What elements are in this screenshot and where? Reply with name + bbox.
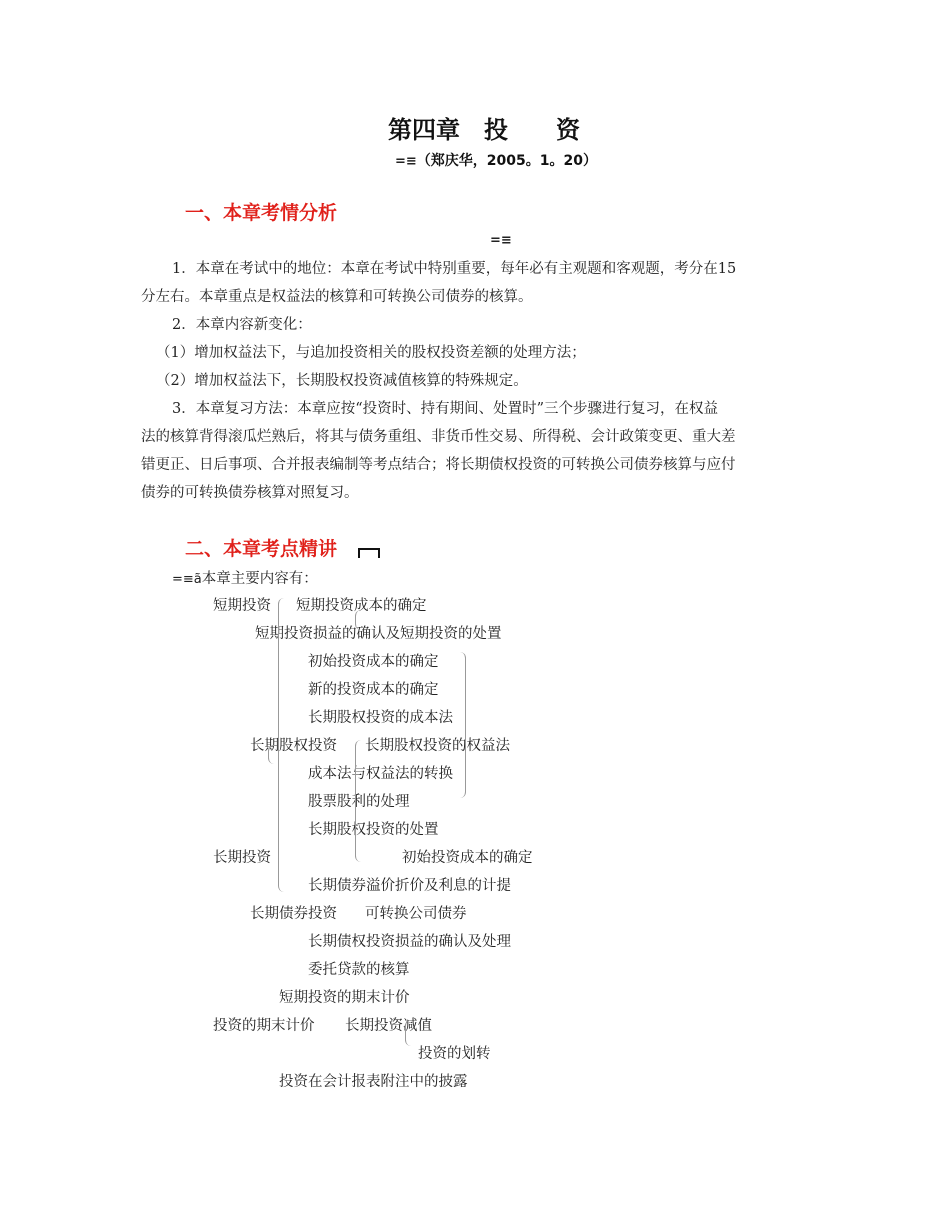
section-heading-1: 一、本章考情分析 — [185, 202, 338, 224]
node-bond-init: 初始投资成本的确定 — [402, 850, 533, 866]
node-convertible: 可转换公司债券 — [365, 906, 467, 922]
section-heading-2: 二、本章考点精讲 — [185, 538, 338, 560]
author-line — [395, 150, 597, 170]
node-disclosure: 投资在会计报表附注中的披露 — [279, 1074, 468, 1090]
node-new-cost: 新的投资成本的确定 — [308, 682, 439, 698]
brace-line — [278, 598, 285, 892]
node-equity-method: 长期股权投资的权益法 — [365, 738, 510, 754]
node-lt-equity: 长期股权投资 — [250, 738, 337, 754]
mark-glyph: =≡ — [490, 233, 512, 248]
node-cost-method: 长期股权投资的成本法 — [308, 710, 453, 726]
para-3-line-1: 3．本章复习方法：本章应按“投资时、持有期间、处置时”三个步骤进行复习，在权益 — [172, 401, 719, 417]
brace-line — [268, 745, 277, 764]
node-lt-bond: 长期债券投资 — [250, 906, 337, 922]
node-long-term: 长期投资 — [213, 850, 271, 866]
author-date: （郑庆华，2005。1。20） — [416, 153, 597, 169]
brace-line — [405, 1020, 411, 1046]
node-st-cost: 短期投资成本的确定 — [296, 598, 427, 614]
node-st-period-end: 短期投资的期末计价 — [279, 990, 410, 1006]
list-item-1: （1）增加权益法下，与追加投资相关的股权投资差额的处理方法； — [156, 345, 586, 361]
para-3-line-4: 债券的可转换债券核算对照复习。 — [141, 485, 359, 501]
mark-glyph: =≡ — [395, 154, 417, 169]
node-entrusted: 委托贷款的核算 — [308, 962, 410, 978]
para-2: 2．本章内容新变化： — [172, 317, 312, 333]
para-1-line-2: 分左右。本章重点是权益法的核算和可转换公司债券的核算。 — [141, 289, 533, 305]
node-short-term: 短期投资 — [213, 598, 271, 614]
node-init-cost: 初始投资成本的确定 — [308, 654, 439, 670]
brace-line — [355, 740, 362, 862]
chapter-title: 第四章 投 资 — [388, 116, 580, 144]
node-stock-div: 股票股利的处理 — [308, 794, 410, 810]
intro-line — [172, 567, 318, 588]
brace-line — [459, 652, 466, 798]
para-3-line-3: 错更正、日后事项、合并报表编制等考点结合；将长期债权投资的可转换公司债券核算与应付 — [141, 457, 736, 473]
para-3-line-2: 法的核算背得滚瓜烂熟后，将其与债务重组、非货币性交易、所得税、会计政策变更、重大差 — [141, 429, 736, 445]
mark-glyph: =≡ã — [172, 572, 202, 587]
node-period-end: 投资的期末计价 — [213, 1018, 315, 1034]
brace-line — [355, 610, 361, 630]
node-impairment: 长期投资减值 — [345, 1018, 432, 1034]
node-transfer: 投资的划转 — [418, 1046, 491, 1062]
node-st-gain: 短期投资损益的确认及短期投资的处置 — [255, 626, 502, 642]
list-item-2: （2）增加权益法下，长期股权投资减值核算的特殊规定。 — [156, 373, 528, 389]
node-conversion: 成本法与权益法的转换 — [308, 766, 453, 782]
heading-bracket-icon — [358, 548, 380, 558]
intro-text: 本章主要内容有： — [201, 571, 318, 587]
node-premium: 长期债券溢价折价及利息的计提 — [308, 878, 511, 894]
node-equity-disposal: 长期股权投资的处置 — [308, 822, 439, 838]
node-debt-gain: 长期债权投资损益的确认及处理 — [308, 934, 511, 950]
para-1-line-1: 1．本章在考试中的地位：本章在考试中特别重要，每年必有主观题和客观题，考分在15 — [172, 261, 737, 277]
